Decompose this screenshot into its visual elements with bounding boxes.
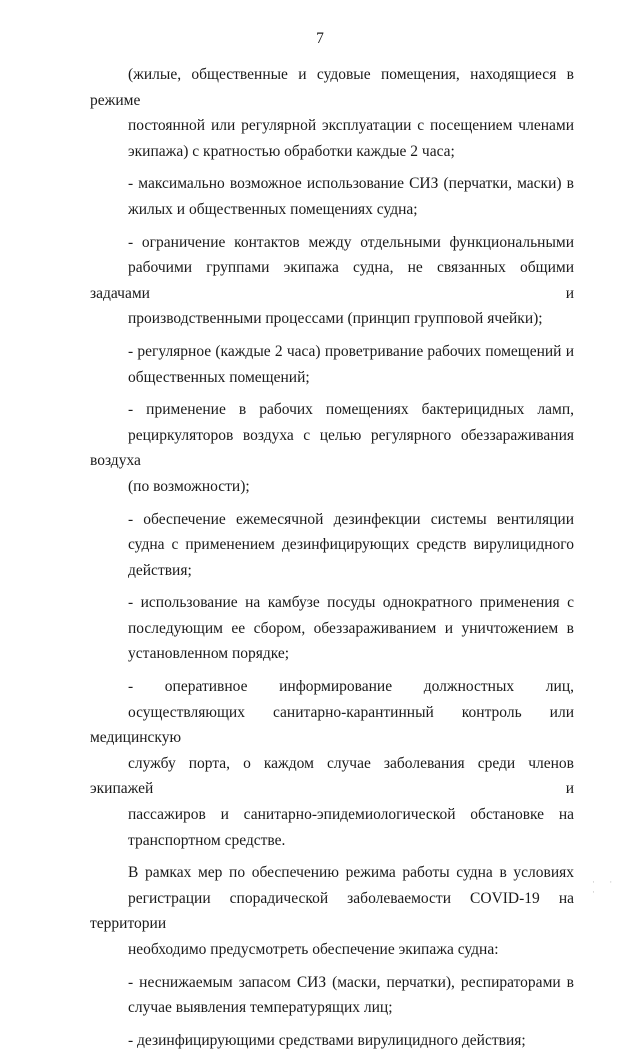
text-line: постоянной или регулярной эксплуатации с посещением членами xyxy=(128,117,574,135)
text-line: - ограничение контактов между отдельными функциональными xyxy=(128,233,574,251)
paragraph xyxy=(90,590,574,667)
text-line: (жилые, общественные и судовые помещения, находящиеся в режиме xyxy=(90,66,574,109)
text-line: (по возможности); xyxy=(128,477,250,495)
text-line: - оперативное информирование должностных лиц, xyxy=(128,678,574,696)
paragraph xyxy=(90,62,574,164)
text-line: жилых и общественных помещениях судна; xyxy=(128,200,418,218)
text-line: - применение в рабочих помещениях бактерицидных ламп, xyxy=(128,401,574,419)
text-line: экипажа) с кратностью обработки каждые 2 часа; xyxy=(128,142,455,160)
paragraph xyxy=(90,507,574,584)
text-line: - регулярное (каждые 2 часа) проветривание рабочих помещений и xyxy=(128,342,574,360)
text-line: установленном порядке; xyxy=(128,645,290,663)
page-number: 7 xyxy=(316,30,324,47)
text-line: - неснижаемым запасом СИЗ (маски, перчатки), респираторами в xyxy=(128,973,574,991)
text-line: необходимо предусмотреть обеспечение экипажа судна: xyxy=(128,941,499,958)
scan-artifacts: · · · xyxy=(592,877,619,897)
text-line: - обеспечение ежемесячной дезинфекции системы вентиляции xyxy=(128,510,574,528)
paragraph xyxy=(90,674,574,853)
paragraph xyxy=(90,339,574,390)
text-line: осуществляющих санитарно-карантинный контроль или медицинскую xyxy=(90,703,574,747)
text-line: производственными процессами (принцип групповой ячейки); xyxy=(128,310,543,328)
document-body xyxy=(90,62,574,1060)
paragraph xyxy=(90,1028,574,1054)
text-line: случае выявления температурящих лиц; xyxy=(128,999,393,1017)
paragraph xyxy=(90,230,574,332)
paragraph xyxy=(90,397,574,499)
text-line: общественных помещений; xyxy=(128,368,310,386)
text-line: рециркуляторов воздуха с целью регулярного обеззараживания воздуха xyxy=(90,426,574,470)
text-line: - максимально возможное использование СИЗ (перчатки, маски) в xyxy=(128,175,574,193)
text-line: транспортном средстве. xyxy=(128,831,286,849)
text-line: рабочими группами экипажа судна, не связанных общими задачами и xyxy=(90,259,574,302)
text-line: - использование на камбузе посуды однократного применения с xyxy=(128,594,574,612)
paragraph xyxy=(90,970,574,1021)
text-line: В рамках мер по обеспечению режима работы судна в условиях xyxy=(128,864,574,882)
text-line: службу порта, о каждом случае заболевания среди членов экипажей и xyxy=(90,754,574,798)
text-line: последующим ее сбором, обеззараживанием и уничтожением в xyxy=(128,619,574,637)
text-line: пассажиров и санитарно-эпидемиологической обстановке на xyxy=(128,806,574,824)
text-line: - дезинфицирующими средствами вирулицидного действия; xyxy=(128,1031,526,1049)
text-line: судна с применением дезинфицирующих средств вирулицидного xyxy=(128,536,574,554)
paragraph xyxy=(90,171,574,222)
text-line: регистрации спорадической заболеваемости COVID-19 на территории xyxy=(90,889,574,933)
paragraph xyxy=(90,860,574,962)
text-line: действия; xyxy=(128,561,192,579)
